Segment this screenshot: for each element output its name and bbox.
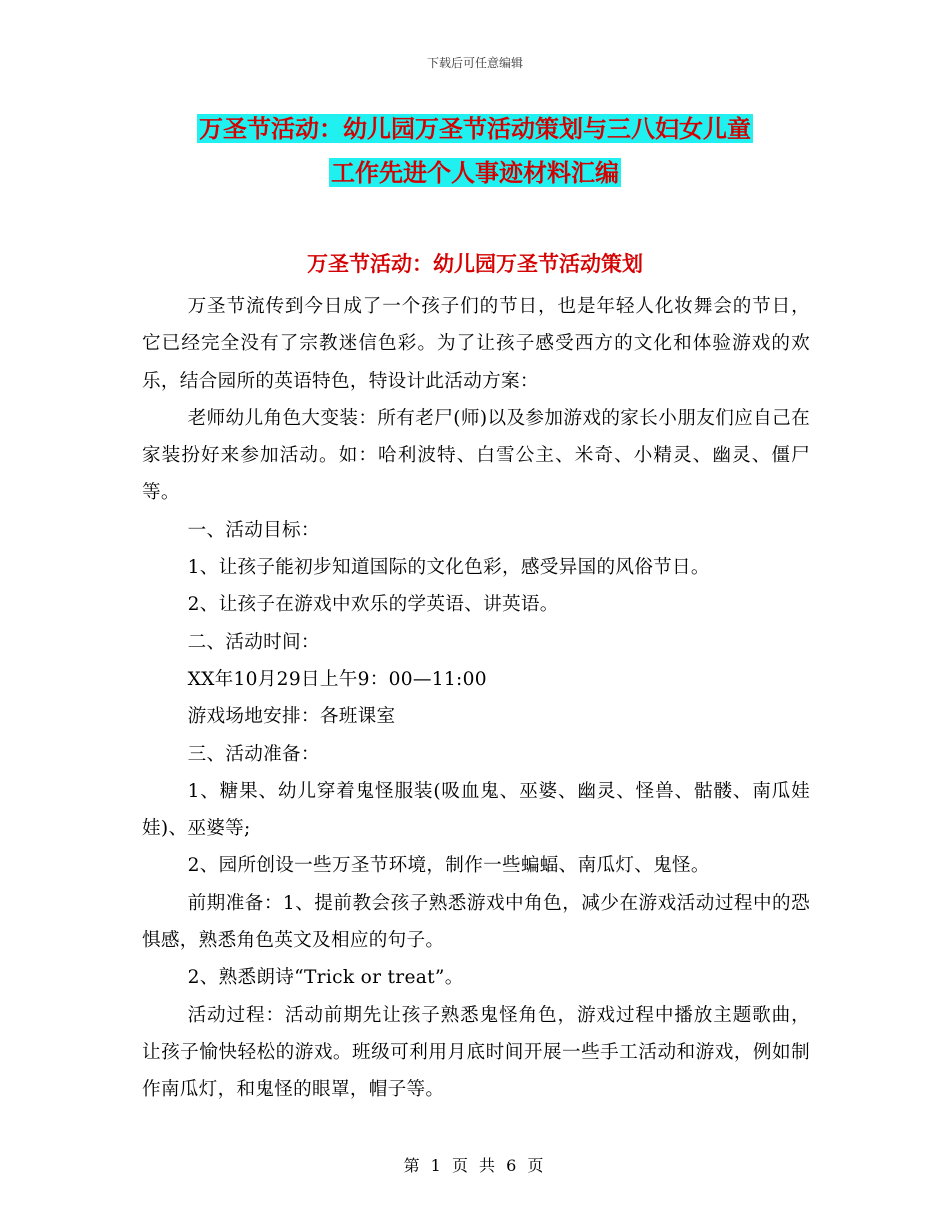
title-highlight-1: 万圣节活动：幼儿园万圣节活动策划与三八妇女儿童 xyxy=(199,114,751,143)
section-subtitle: 万圣节活动：幼儿园万圣节活动策划 xyxy=(307,251,643,276)
title-highlight-2: 工作先进个人事迹材料汇编 xyxy=(331,158,619,187)
paragraph: 2、熟悉朗诗“Trick or treat”。 xyxy=(187,967,464,989)
paragraph: 前期准备：1、提前教会孩子熟悉游戏中角色，减少在游戏活动过程中的恐惧感，熟悉角色英文及相应的句子。 xyxy=(142,892,810,952)
paragraph: 活动过程：活动前期先让孩子熟悉鬼怪角色，游戏过程中播放主题歌曲，让孩子愉快轻松的游戏。班级可利用月底时间开展一些手工活动和游戏，例如制作南瓜灯，和鬼怪的眼罩，帽子等。 xyxy=(142,1004,810,1101)
document-body xyxy=(142,288,810,1109)
paragraph: 老师幼儿角色大变装：所有老尸(师)以及参加游戏的家长小朋友们应自己在家装扮好来参加活动。如：哈利波特、白雪公主、米奇、小精灵、幽灵、僵尸等。 xyxy=(142,407,810,504)
page-header-note: 下载后可任意编辑 xyxy=(426,56,523,70)
paragraph: 2、让孩子在游戏中欢乐的学英语、讲英语。 xyxy=(187,594,559,616)
paragraph: 三、活动准备： xyxy=(187,743,320,765)
paragraph: 万圣节流传到今日成了一个孩子们的节日，也是年轻人化妆舞会的节日，它已经完全没有了宗教迷信色彩。为了让孩子感受西方的文化和体验游戏的欢乐，结合园所的英语特色，特设计此活动方案： xyxy=(142,296,810,392)
paragraph: 二、活动时间： xyxy=(187,631,320,653)
document-title-line-1 xyxy=(0,112,950,146)
page-number-footer: 第 1 页 共 6 页 xyxy=(403,1156,547,1175)
paragraph: 一、活动目标： xyxy=(187,519,320,541)
paragraph: 2、园所创设一些万圣节环境，制作一些蝙蝠、南瓜灯、鬼怪。 xyxy=(187,855,710,877)
paragraph: 1、糖果、幼儿穿着鬼怪服装(吸血鬼、巫婆、幽灵、怪兽、骷髅、南瓜娃娃)、巫婆等; xyxy=(142,780,810,840)
paragraph: 1、让孩子能初步知道国际的文化色彩，感受异国的风俗节日。 xyxy=(187,557,710,579)
paragraph: 游戏场地安排：各班课室 xyxy=(187,706,396,728)
paragraph: XX年10月29日上午9：00—11:00 xyxy=(187,668,487,690)
document-title-line-2 xyxy=(0,156,950,190)
